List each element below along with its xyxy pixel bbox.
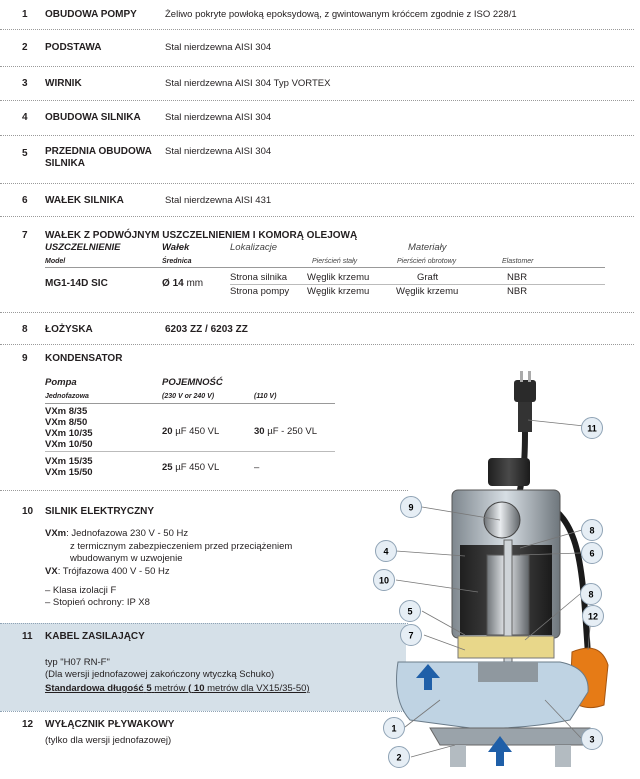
cable-std-unit-alt: metrów dla VX15/35-50) [207,683,310,694]
svg-text:1: 1 [391,723,397,734]
divider [0,100,634,101]
row-1-value: Żeliwo pokryte powłoką epoksydową, z gwintowanym króćcem zgodnie z ISO 228/1 [165,9,517,20]
callout-10 [374,570,395,591]
callout-8-bottom [581,584,602,605]
seal-location-1: Strona silnika [230,272,288,283]
row-11-number: 11 [22,631,33,642]
row-3-value: Stal nierdzewna AISI 304 Typ VORTEX [165,78,331,89]
pump-cutaway-diagram [365,365,637,775]
cap-model: VXm 10/50 [45,439,93,450]
cap-model: VXm 8/35 [45,406,88,417]
seal-fixed-ring-1: Węglik krzemu [307,272,370,283]
motor-vxm-key: VXm [45,528,67,539]
row-3-number: 3 [22,78,28,89]
motor-vxm-line2: z termicznym zabezpieczeniem przed przeciążeniem [70,541,293,552]
row-4-label: OBUDOWA SILNIKA [45,112,141,123]
seal-subheader-model: Model [45,258,66,265]
seal-subheader-elastomer: Elastomer [502,258,534,265]
cap-group2-110v: – [254,462,260,473]
divider [45,403,335,404]
cable-note: (Dla wersji jednofazowej zakończony wtyczką Schuko) [45,669,275,680]
divider [0,344,634,345]
seal-elastomer-1: NBR [507,272,528,283]
callout-11 [582,418,603,439]
row-5-label-line1: PRZEDNIA OBUDOWA [45,146,152,157]
callout-2 [389,747,410,768]
pump-foot [450,745,466,767]
pump-handle [488,458,530,486]
seal-header-uszczelnienie: USZCZELNIENIE [45,242,121,253]
cap-model: VXm 15/50 [45,467,93,478]
row-5-label-line2: SILNIKA [45,158,85,169]
divider [0,135,634,136]
row-1-label: OBUDOWA POMPY [45,9,137,20]
divider [0,216,634,217]
seal-header-lokalizacja: Lokalizacje [230,242,277,253]
seal-fixed-ring-2: Węglik krzemu [307,286,370,297]
callout-6 [582,543,603,564]
svg-text:3: 3 [589,734,595,745]
cap-model: VXm 8/50 [45,417,88,428]
divider [0,29,634,30]
motor-vxm-line3: wbudowanym w uzwojenie [70,553,183,564]
row-2-value: Stal nierdzewna AISI 304 [165,42,272,53]
divider [0,711,408,712]
row-12-label: WYŁĄCZNIK PŁYWAKOWY [45,719,175,730]
svg-text:4: 4 [383,546,389,557]
motor-vx-key: VX [45,566,58,577]
capacitor-icon [484,502,520,538]
seal-elastomer-2: NBR [507,286,528,297]
divider [0,623,408,624]
seal-model: MG1-14D SIC [45,278,108,289]
row-2-number: 2 [22,42,28,53]
cable-std-label: Standardowa długość [45,683,144,694]
cap-group1-110v [254,426,317,437]
cap-subheader-230v: (230 V or 240 V) [162,393,215,400]
cap-group2-230v [162,462,219,473]
row-1-number: 1 [22,9,28,20]
cable-std-paren: ( [188,683,192,694]
seal-diameter [162,278,203,289]
row-12-number: 12 [22,719,34,730]
cap-header-pojemnosc: POJEMNOŚĆ [162,377,223,388]
svg-text:7: 7 [408,630,414,641]
row-2-label: PODSTAWA [45,42,102,53]
row-3-label: WIRNIK [45,78,82,89]
cap-header-pompa: Pompa [45,377,77,388]
seal-rotating-ring-1: Graft [417,272,439,283]
seal-header-materialy: Materiały [408,242,447,253]
seal-subheader-obrotowy: Pierścień obrotowy [397,258,457,265]
row-9-label: KONDENSATOR [45,353,123,364]
motor-note-protection: – Stopień ochrony: IP X8 [45,597,150,608]
seal-header-walek: Wałek [162,242,190,253]
svg-text:8: 8 [588,589,594,600]
cap-unit: µF - 250 VL [267,426,318,437]
seal-rotating-ring-2: Węglik krzemu [396,286,459,297]
svg-text:8: 8 [589,525,595,536]
pump-foot [555,745,571,767]
callout-8-top [582,520,603,541]
diameter-unit: mm [186,278,204,289]
divider [45,451,335,452]
svg-text:12: 12 [587,611,599,622]
row-10-number: 10 [22,506,34,517]
pump-base [430,728,590,745]
cap-group1-models [45,406,93,450]
float-switch-note: (tylko dla wersji jednofazowej) [45,735,172,746]
plug-icon [514,371,536,432]
motor-vx-text: : Trójfazowa 400 V - 50 Hz [57,566,170,577]
motor-vxm [45,528,188,539]
svg-text:11: 11 [587,423,597,434]
row-8-value: 6203 ZZ / 6203 ZZ [165,324,248,335]
row-5-value: Stal nierdzewna AISI 304 [165,146,272,157]
row-6-number: 6 [22,195,28,206]
cable-type: typ "H07 RN-F" [45,657,110,668]
callout-5 [400,601,421,622]
divider [0,312,634,313]
oil-chamber [458,636,554,658]
row-6-value: Stal nierdzewna AISI 431 [165,195,272,206]
row-8-label: ŁOŻYSKA [45,324,93,335]
cap-unit: µF 450 VL [175,462,220,473]
divider [0,490,408,491]
row-5-number: 5 [22,148,28,159]
cap-subheader-jednofazowa: Jednofazowa [45,393,89,400]
cap-unit: µF 450 VL [175,426,220,437]
row-4-number: 4 [22,112,28,123]
cap-model: VXm 10/35 [45,428,93,439]
cable-std-unit: metrów [154,683,186,694]
callout-4 [376,541,397,562]
impeller [478,662,538,682]
divider [0,66,634,67]
svg-text:5: 5 [407,606,413,617]
row-6-label: WAŁEK SILNIKA [45,195,124,206]
cap-value: 20 [162,426,173,437]
row-9-number: 9 [22,353,28,364]
cable-std-value-alt: 10 [193,683,205,694]
seal-location-2: Strona pompy [230,286,290,297]
row-11-label: KABEL ZASILAJĄCY [45,631,145,642]
svg-text:10: 10 [378,575,390,586]
seal-title: WAŁEK Z PODWÓJNYM USZCZELNIENIEM I KOMORĄ OLEJOWĄ [45,230,358,241]
svg-text:6: 6 [589,548,595,559]
cap-group2-models [45,456,93,478]
cap-model: VXm 15/35 [45,456,93,467]
callout-12 [583,606,604,627]
row-7-number: 7 [22,230,28,241]
motor-vxm-text: : Jednofazowa 230 V - 50 Hz [66,528,189,539]
divider [45,267,605,268]
motor-vx [45,566,170,577]
svg-text:9: 9 [408,502,414,513]
svg-text:2: 2 [396,752,402,763]
callout-3 [582,729,603,750]
callout-7 [401,625,422,646]
divider [230,284,605,285]
motor-note-insulation: – Klasa izolacji F [45,585,117,596]
row-10-label: SILNIK ELEKTRYCZNY [45,506,155,517]
row-8-number: 8 [22,324,28,335]
seal-subheader-stalego: Pierścień stały [312,258,358,265]
seal-subheader-srednica: Średnica [162,258,192,265]
diameter-value: 14 [172,278,184,289]
callout-9 [401,497,422,518]
cap-value: 25 [162,462,173,473]
diameter-symbol: Ø [162,278,170,289]
divider [0,183,634,184]
cable-standard-length [45,683,310,694]
callout-1 [384,718,405,739]
cap-value: 30 [254,426,265,437]
row-4-value: Stal nierdzewna AISI 304 [165,112,272,123]
cap-group1-230v [162,426,219,437]
cable-std-value: 5 [146,683,152,694]
cap-subheader-110v: (110 V) [254,393,277,400]
